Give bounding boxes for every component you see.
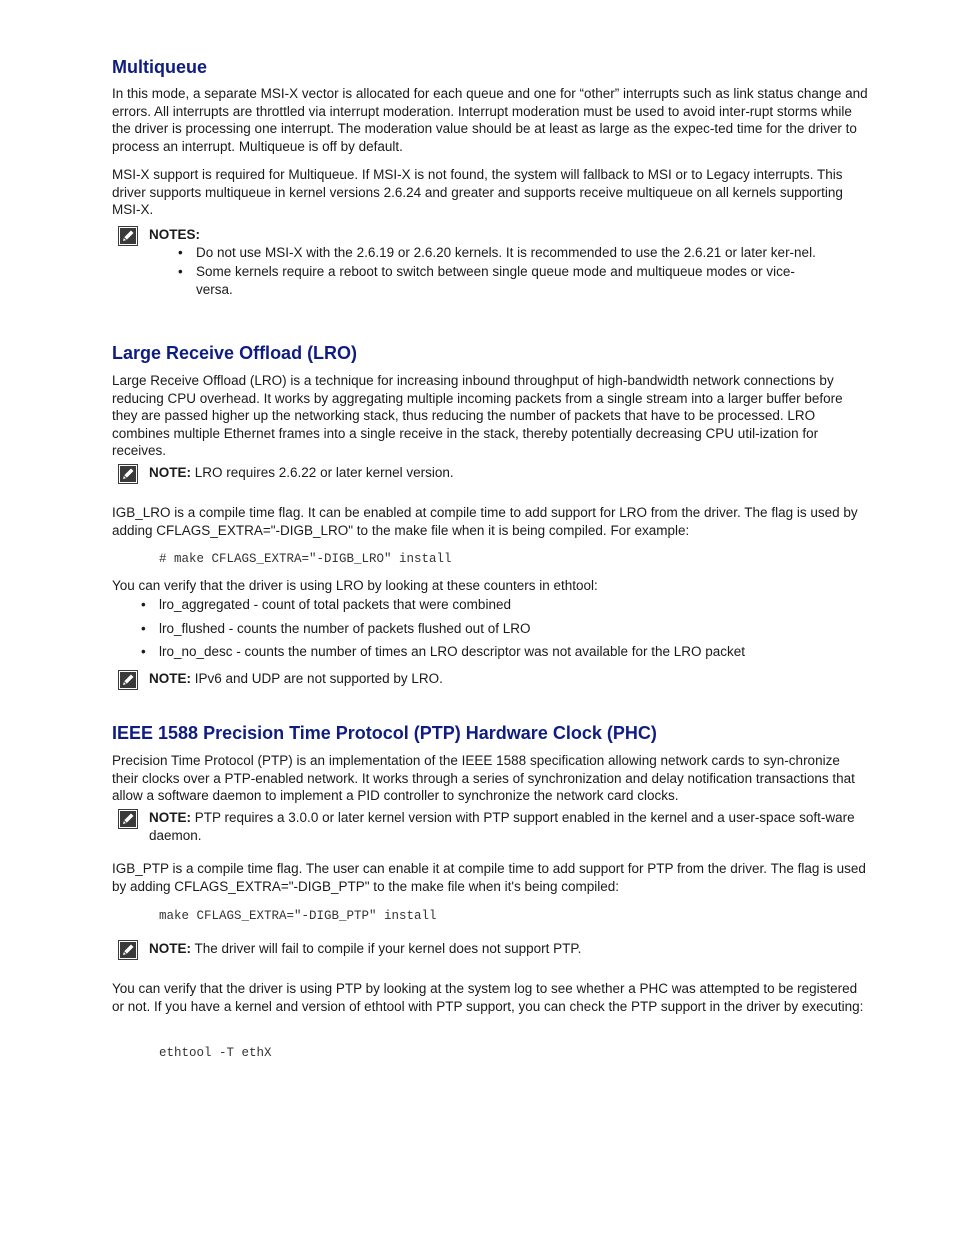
notes-list: [178, 244, 828, 299]
heading-lro: Large Receive Offload (LRO): [112, 343, 358, 363]
note-pencil-icon: [118, 670, 138, 690]
note-pencil-icon: [118, 809, 138, 829]
heading-multiqueue: Multiqueue: [112, 57, 207, 77]
paragraph: You can verify that the driver is using LRO by looking at these counters in ethtool:: [112, 578, 598, 593]
note-block: [112, 809, 868, 849]
paragraph: In this mode, a separate MSI-X vector is allocated for each queue and one for “other” interrupts such as link status change and errors. All interrupts are throttled via interrupt moderation. Interrupt moderation must be used to avoid inter-rupt storms while the driver is processing one interrupt. The moderation value should be at least as large as the expec-ted time for the driver to process an interrupt. Multiqueue is off by default.: [112, 86, 868, 154]
note-label: NOTE:: [149, 941, 191, 956]
code-block: ethtool -T ethX: [159, 1046, 272, 1060]
list-item: • lro_no_desc - counts the number of times an LRO descriptor was not available for the LRO packet: [141, 643, 861, 661]
list-item: • Do not use MSI-X with the 2.6.19 or 2.6.20 kernels. It is recommended to use the 2.6.21 or later ker-nel.: [178, 244, 828, 262]
note-label: NOTE:: [149, 810, 191, 825]
counter-list: [141, 596, 861, 661]
note-text: LRO requires 2.6.22 or later kernel version.: [191, 465, 454, 480]
note-pencil-icon: [118, 464, 138, 484]
paragraph: IGB_LRO is a compile time flag. It can be enabled at compile time to add support for LRO from the driver. The flag is used by adding CFLAGS_EXTRA="-DIGB_LRO" to the make file when it is being compiled. For example:: [112, 505, 858, 538]
list-item: • lro_aggregated - count of total packets that were combined: [141, 596, 861, 614]
paragraph: IGB_PTP is a compile time flag. The user can enable it at compile time to add support for PTP from the driver. The flag is used by adding CFLAGS_EXTRA="-DIGB_PTP" to the make file when it's being compiled:: [112, 861, 866, 894]
code-block: # make CFLAGS_EXTRA="-DIGB_LRO" install: [159, 552, 452, 566]
paragraph: You can verify that the driver is using PTP by looking at the system log to see whether a PHC was attempted to be registered or not. If you have a kernel and version of ethtool with PTP support, you can check the PTP support in the driver by executing:: [112, 981, 864, 1014]
list-item: • Some kernels require a reboot to switch between single queue mode and multiqueue modes or vice-versa.: [178, 263, 828, 298]
note-block: [112, 940, 868, 964]
note-text: The driver will fail to compile if your kernel does not support PTP.: [191, 941, 582, 956]
note-pencil-icon: [118, 226, 138, 246]
note-label: NOTE:: [149, 465, 191, 480]
note-pencil-icon: [118, 940, 138, 960]
paragraph: Large Receive Offload (LRO) is a technique for increasing inbound throughput of high-bandwidth network connections by reducing CPU overhead. It works by aggregating multiple incoming packets from a single stream into a larger buffer before they are passed higher up the networking stack, thus reducing the number of packets that have to be processed. LRO combines multiple Ethernet frames into a single receive in the stack, thereby potentially decreasing CPU util-ization for receives.: [112, 373, 843, 459]
note-block: [112, 226, 868, 316]
note-block: [112, 464, 868, 488]
note-label: NOTE:: [149, 671, 191, 686]
notes-label: NOTES:: [149, 227, 201, 242]
note-text: PTP requires a 3.0.0 or later kernel version with PTP support enabled in the kernel and a user-space soft-ware daemon.: [149, 810, 855, 843]
paragraph: Precision Time Protocol (PTP) is an implementation of the IEEE 1588 specification allowing network cards to syn-chronize their clocks over a PTP-enabled network. It works through a series of synchronization and delay notification transactions that allow a software daemon to implement a PID controller to synchronize the network card clocks.: [112, 753, 855, 804]
paragraph: MSI-X support is required for Multiqueue. If MSI-X is not found, the system will fallback to MSI or to Legacy interrupts. This driver supports multiqueue in kernel versions 2.6.24 and greater and supports receive multiqueue on all kernels supporting MSI-X.: [112, 167, 843, 218]
code-block: make CFLAGS_EXTRA="-DIGB_PTP" install: [159, 909, 437, 923]
list-item: • lro_flushed - counts the number of packets flushed out of LRO: [141, 620, 861, 638]
note-block: [112, 670, 868, 694]
heading-ptp: IEEE 1588 Precision Time Protocol (PTP) Hardware Clock (PHC): [112, 723, 657, 743]
note-text: IPv6 and UDP are not supported by LRO.: [191, 671, 443, 686]
